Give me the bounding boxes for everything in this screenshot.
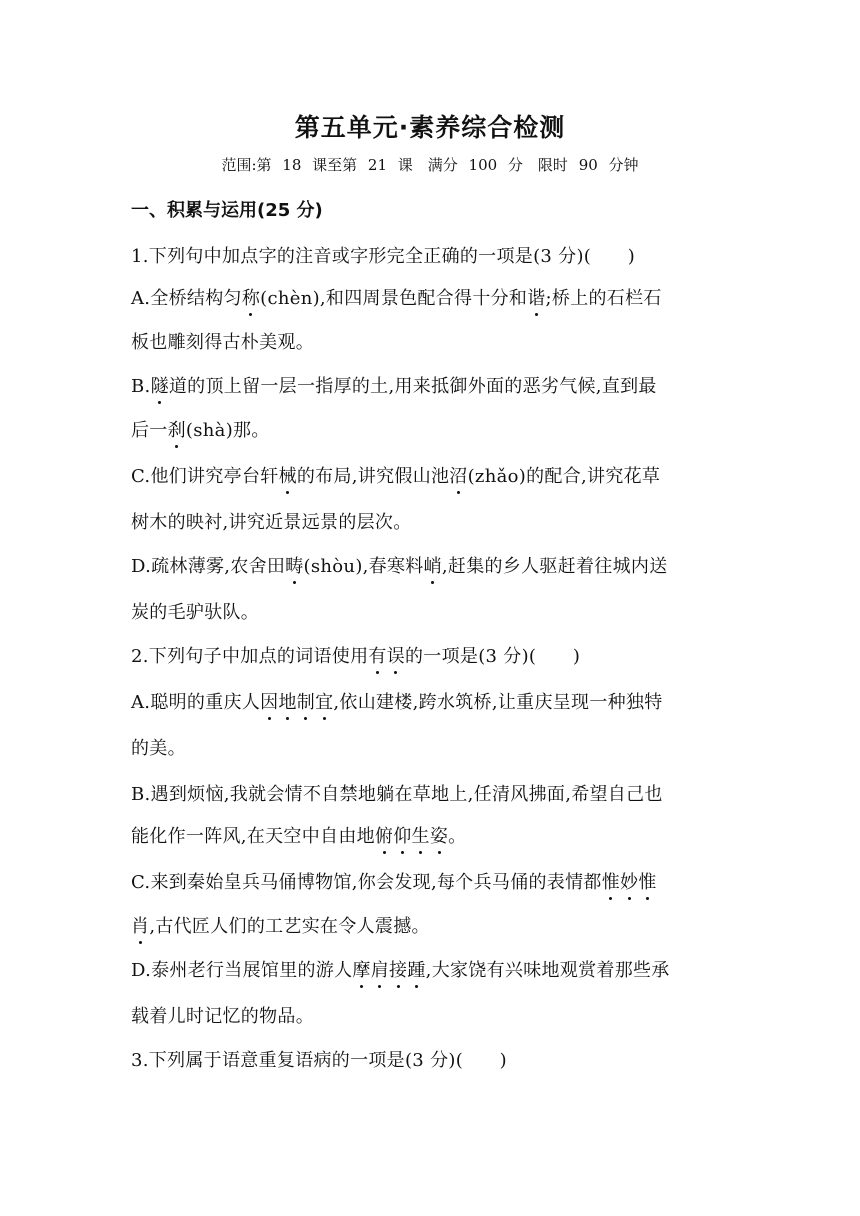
text-line xyxy=(131,642,731,668)
text-line xyxy=(131,372,731,398)
text-line xyxy=(131,462,731,488)
emphasized-char: 姿 xyxy=(430,822,448,848)
emphasized-char: 俯 xyxy=(375,822,393,848)
emphasized-char: 峭 xyxy=(424,552,442,578)
text-segment: 的一项是(3 分)( ) xyxy=(405,646,581,667)
emphasized-char: 制 xyxy=(297,688,315,714)
exam-info: 范围:第 18 课至第 21 课 满分 100 分 限时 90 分钟 xyxy=(221,156,639,174)
emphasized-char: 械 xyxy=(279,462,297,488)
text-segment: ,古代匠人们的工艺实在令人震撼。 xyxy=(149,916,430,937)
emphasized-char: 仰 xyxy=(393,822,411,848)
text-line xyxy=(131,242,731,268)
text-line xyxy=(131,284,731,310)
text-segment: (chèn),和四周景色配合得十分和 xyxy=(260,288,528,309)
text-line xyxy=(131,552,731,578)
emphasized-char: 称 xyxy=(242,284,260,310)
emphasized-char: 肖 xyxy=(131,912,149,938)
emphasized-char: 误 xyxy=(387,642,405,668)
text-line xyxy=(131,688,731,714)
text-segment: 道的顶上留一层一指厚的土,用来抵御外面的恶劣气候,直到最 xyxy=(168,376,657,397)
text-line xyxy=(131,1046,731,1072)
text-segment: ,大家饶有兴味地观赏着那些承 xyxy=(425,960,670,981)
text-segment: ;桥上的石栏石 xyxy=(545,288,662,309)
text-segment: A.聪明的重庆人 xyxy=(131,692,261,713)
text-segment: C.来到秦始皇兵马俑博物馆,你会发现,每个兵马俑的表情都 xyxy=(131,872,602,893)
text-segment: ,赶集的乡人驱赶着往城内送 xyxy=(441,556,668,577)
text-segment: 能化作一阵风,在天空中自由地 xyxy=(131,826,375,847)
text-segment: 的布局,讲究假山池 xyxy=(296,466,450,487)
text-line xyxy=(131,780,731,806)
emphasized-char: 惟 xyxy=(638,868,656,894)
text-line xyxy=(131,956,731,982)
text-segment: B. xyxy=(131,376,151,397)
text-line xyxy=(131,416,731,442)
text-line xyxy=(131,598,731,624)
text-segment: 。 xyxy=(448,826,467,847)
text-line xyxy=(131,868,731,894)
emphasized-char: 沼 xyxy=(449,462,467,488)
text-line xyxy=(131,508,731,534)
emphasized-char: 刹 xyxy=(168,416,186,442)
text-segment: B.遇到烦恼,我就会情不自禁地躺在草地上,任清风拂面,希望自己也 xyxy=(131,784,663,805)
text-segment: 的美。 xyxy=(131,738,186,759)
emphasized-char: 肩 xyxy=(371,956,389,982)
text-line xyxy=(131,822,731,848)
text-line xyxy=(131,912,731,938)
text-segment: 1.下列句中加点字的注音或字形完全正确的一项是(3 分)( ) xyxy=(131,246,636,267)
text-line xyxy=(131,1002,731,1028)
text-segment: 板也雕刻得古朴美观。 xyxy=(131,332,314,353)
text-segment: 树木的映衬,讲究近景远景的层次。 xyxy=(131,512,412,533)
emphasized-char: 有 xyxy=(368,642,386,668)
text-segment: 3.下列属于语意重复语病的一项是(3 分)( ) xyxy=(131,1050,507,1071)
emphasized-char: 惟 xyxy=(602,868,620,894)
text-segment: A.全桥结构匀 xyxy=(131,288,242,309)
emphasized-char: 生 xyxy=(412,822,430,848)
text-segment: 载着儿时记忆的物品。 xyxy=(131,1006,314,1027)
text-segment: (zhǎo)的配合,讲究花草 xyxy=(467,466,661,487)
emphasized-char: 宜 xyxy=(315,688,333,714)
text-line xyxy=(131,328,731,354)
emphasized-char: 谐 xyxy=(527,284,545,310)
emphasized-char: 隧 xyxy=(151,372,169,398)
emphasized-char: 踵 xyxy=(407,956,425,982)
text-segment: D.疏林薄雾,农舍田 xyxy=(131,556,286,577)
emphasized-char: 妙 xyxy=(620,868,638,894)
text-segment: 2.下列句子中加点的词语使用 xyxy=(131,646,369,667)
text-segment: 后一 xyxy=(131,420,168,441)
text-segment: D.泰州老行当展馆里的游人 xyxy=(131,960,353,981)
text-segment: 炭的毛驴驮队。 xyxy=(131,602,260,623)
text-segment: (shòu),春寒料 xyxy=(303,556,424,577)
section-heading: 一、积累与运用(25 分) xyxy=(131,200,323,221)
emphasized-char: 畴 xyxy=(285,552,303,578)
emphasized-char: 地 xyxy=(278,688,296,714)
emphasized-char: 接 xyxy=(389,956,407,982)
text-segment: (shà)那。 xyxy=(185,420,270,441)
text-line xyxy=(131,734,731,760)
text-segment: ,依山建楼,跨水筑桥,让重庆呈现一种独特 xyxy=(333,692,663,713)
page-title: 第五单元·素养综合检测 xyxy=(294,113,566,142)
text-segment: C.他们讲究亭台轩 xyxy=(131,466,279,487)
emphasized-char: 摩 xyxy=(352,956,370,982)
emphasized-char: 因 xyxy=(260,688,278,714)
